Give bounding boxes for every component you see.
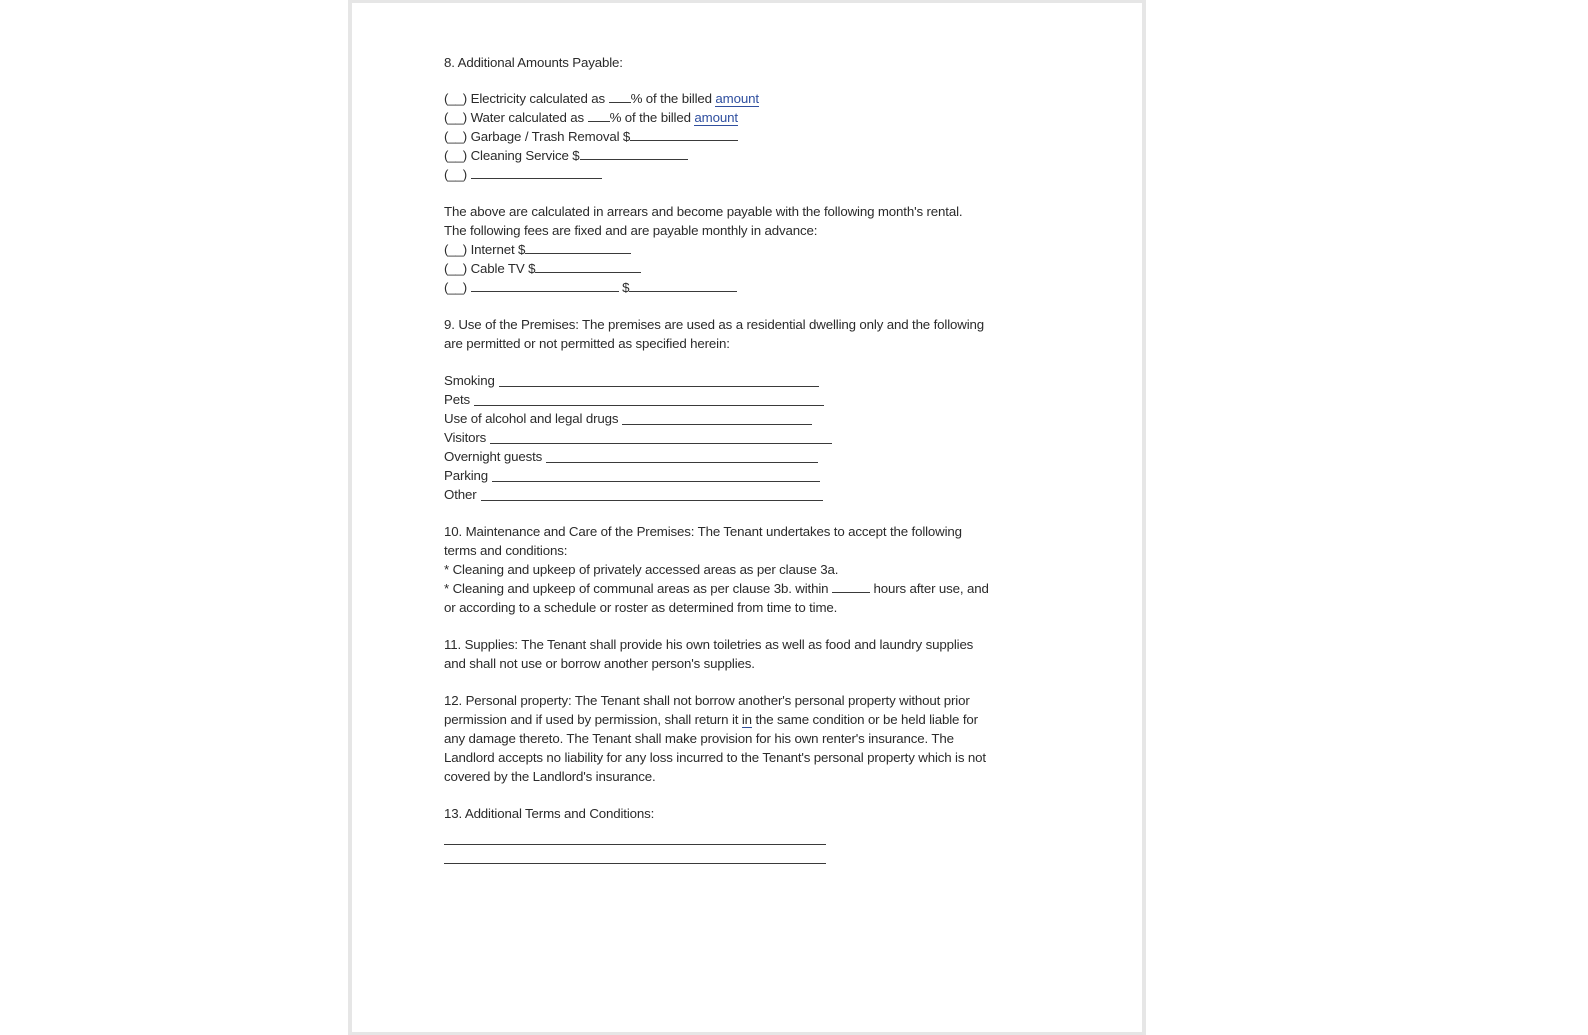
in-word: in xyxy=(741,712,752,727)
section-10-line-4 xyxy=(444,579,1054,598)
terms-blank-1[interactable] xyxy=(444,831,826,845)
cleaning-amount-blank[interactable] xyxy=(580,146,688,160)
field-blank[interactable] xyxy=(490,431,832,444)
garbage-line xyxy=(444,127,1054,146)
cleaning-label: Cleaning Service $ xyxy=(470,148,580,163)
parking-field xyxy=(444,466,1054,485)
section-11-line-2: and shall not use or borrow another person's supplies. xyxy=(444,656,755,671)
section-12-line-1: 12. Personal property: The Tenant shall not borrow another's personal property without prior xyxy=(444,693,970,708)
custom-fee-blank[interactable] xyxy=(471,278,619,292)
field-blank[interactable] xyxy=(546,450,818,463)
section-12-line-2 xyxy=(444,710,1054,729)
arrears-text: The above are calculated in arrears and become payable with the following month's rental. xyxy=(444,204,963,219)
section-10-line-3: * Cleaning and upkeep of privately accessed areas as per clause 3a. xyxy=(444,562,839,577)
checkbox-blank[interactable]: (__) xyxy=(444,167,468,182)
field-label: Other xyxy=(444,487,477,502)
additional-terms-line xyxy=(444,850,1054,869)
garbage-label: Garbage / Trash Removal $ xyxy=(470,129,631,144)
visitors-field xyxy=(444,428,1054,447)
pets-field xyxy=(444,390,1054,409)
cable-label: Cable TV $ xyxy=(470,261,536,276)
field-label: Overnight guests xyxy=(444,449,543,464)
section-12-line-5: covered by the Landlord's insurance. xyxy=(444,769,656,784)
section-11-line-1: 11. Supplies: The Tenant shall provide his own toiletries as well as food and laundry supplies xyxy=(444,637,974,652)
cleaning-line xyxy=(444,146,1054,165)
electricity-line xyxy=(444,89,1054,108)
section-12-line-3: any damage thereto. The Tenant shall make provision for his own renter's insurance. The xyxy=(444,731,954,746)
custom-fee-line xyxy=(444,278,1054,297)
custom-item-blank[interactable] xyxy=(471,165,602,179)
internet-label: Internet $ xyxy=(470,242,526,257)
checkbox-blank[interactable]: (__) xyxy=(444,148,468,163)
section-9-text-1: 9. Use of the Premises: The premises are used as a residential dwelling only and the following xyxy=(444,317,984,332)
communal-text: * Cleaning and upkeep of communal areas as per clause 3b. within xyxy=(444,581,832,596)
water-label: Water calculated as xyxy=(470,110,588,125)
internet-amount-blank[interactable] xyxy=(525,240,631,254)
dollar-sign: $ xyxy=(622,280,630,295)
section-10-line-5: or according to a schedule or roster as determined from time to time. xyxy=(444,600,838,615)
section-9-text-2: are permitted or not permitted as specified herein: xyxy=(444,336,730,351)
smoking-field xyxy=(444,371,1054,390)
amount-word: amount xyxy=(715,91,759,106)
electricity-label: Electricity calculated as xyxy=(470,91,609,106)
percent-blank[interactable] xyxy=(588,108,610,122)
checkbox-blank[interactable]: (__) xyxy=(444,110,468,125)
field-blank[interactable] xyxy=(622,412,812,425)
checkbox-blank[interactable]: (__) xyxy=(444,280,468,295)
fixed-fees-text: The following fees are fixed and are payable monthly in advance: xyxy=(444,223,818,238)
garbage-amount-blank[interactable] xyxy=(630,127,738,141)
condition-text: the same condition or be held liable for xyxy=(751,712,978,727)
additional-terms-line xyxy=(444,831,1054,850)
percent-blank[interactable] xyxy=(609,89,631,103)
other-field xyxy=(444,485,1054,504)
document-page xyxy=(352,3,1142,1032)
section-10-line-2: terms and conditions: xyxy=(444,543,568,558)
field-blank[interactable] xyxy=(474,393,824,406)
alcohol-drugs-field xyxy=(444,409,1054,428)
permission-text: permission and if used by permission, shall return it xyxy=(444,712,742,727)
field-label: Pets xyxy=(444,392,471,407)
hours-text: hours after use, and xyxy=(869,581,989,596)
water-line xyxy=(444,108,1054,127)
hours-blank[interactable] xyxy=(832,579,870,593)
checkbox-blank[interactable]: (__) xyxy=(444,91,468,106)
document-body xyxy=(444,53,1054,869)
field-label: Parking xyxy=(444,468,489,483)
overnight-guests-field xyxy=(444,447,1054,466)
field-label: Use of alcohol and legal drugs xyxy=(444,411,619,426)
billed-label: % of the billed xyxy=(609,110,695,125)
field-blank[interactable] xyxy=(499,374,819,387)
amount-word: amount xyxy=(694,110,738,125)
field-label: Visitors xyxy=(444,430,487,445)
checkbox-blank[interactable]: (__) xyxy=(444,261,468,276)
section-10-line-1: 10. Maintenance and Care of the Premises: The Tenant undertakes to accept the following xyxy=(444,524,962,539)
cable-amount-blank[interactable] xyxy=(535,259,641,273)
field-blank[interactable] xyxy=(481,488,823,501)
custom-fee-amount-blank[interactable] xyxy=(629,278,737,292)
internet-line xyxy=(444,240,1054,259)
terms-blank-2[interactable] xyxy=(444,850,826,864)
field-label: Smoking xyxy=(444,373,495,388)
checkbox-blank[interactable]: (__) xyxy=(444,129,468,144)
billed-label: % of the billed xyxy=(630,91,716,106)
cable-line xyxy=(444,259,1054,278)
checkbox-blank[interactable]: (__) xyxy=(444,242,468,257)
section-8-heading: 8. Additional Amounts Payable: xyxy=(444,55,623,70)
custom-line xyxy=(444,165,1054,184)
section-12-line-4: Landlord accepts no liability for any loss incurred to the Tenant's personal property which is not xyxy=(444,750,986,765)
section-13-heading: 13. Additional Terms and Conditions: xyxy=(444,806,655,821)
field-blank[interactable] xyxy=(492,469,820,482)
